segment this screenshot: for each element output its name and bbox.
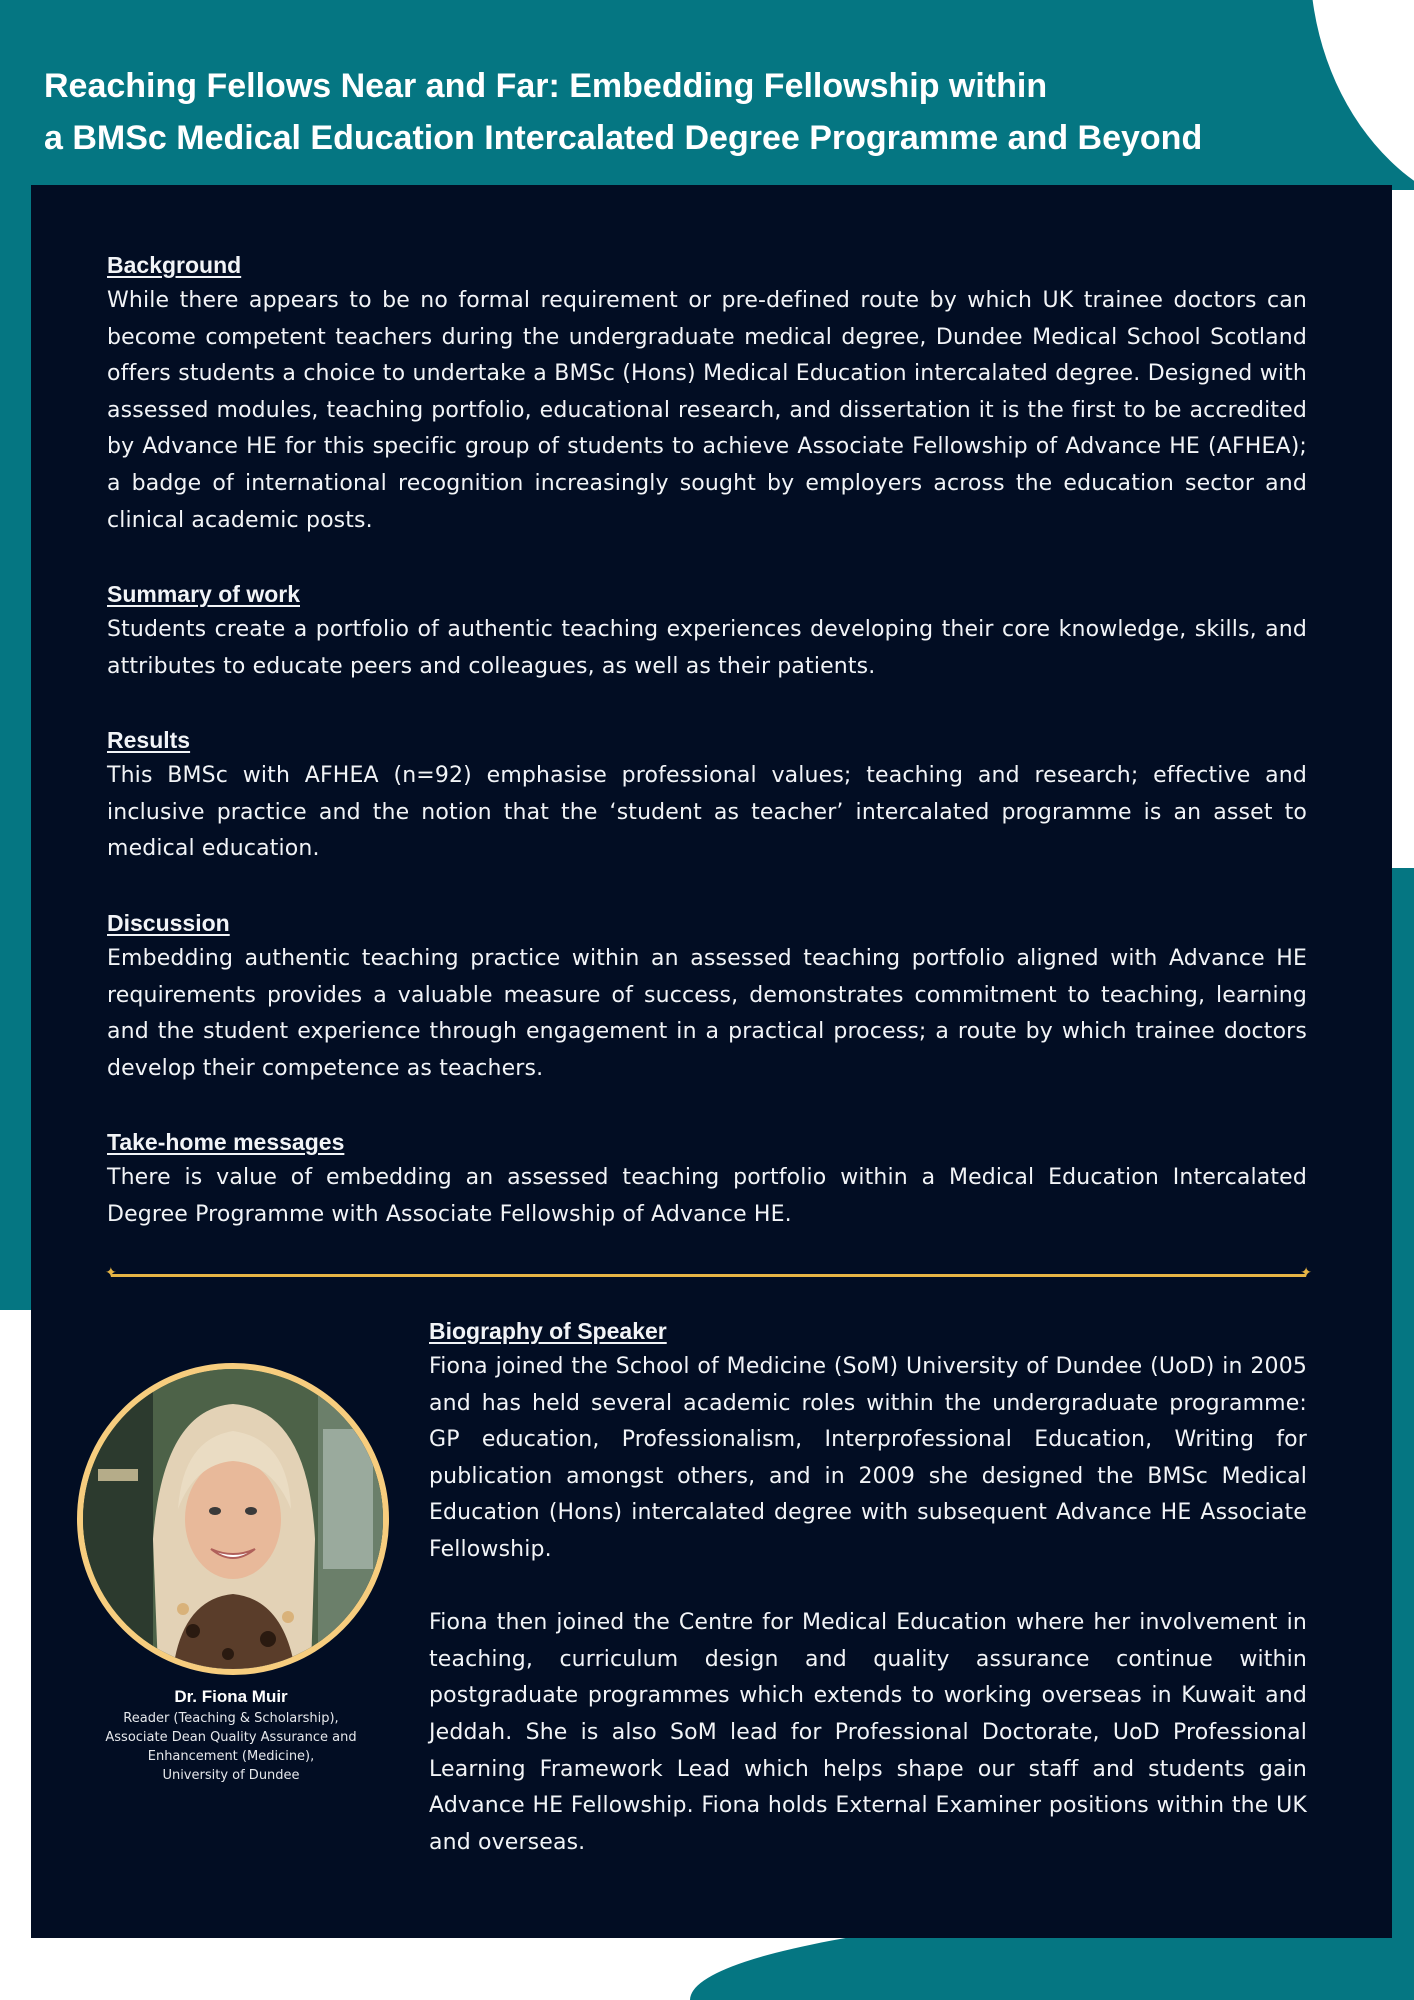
biography-paragraph-1: Fiona joined the School of Medicine (SoM) University of Dundee (UoD) in 2005 and has held several academic roles within the undergraduate programme: GP education, Professionalism, Interprofessional Education, Writing for publication amongst others, and in 2009 she designed the BMSc Medical Education (Hons) intercalated degree with subsequent Advance HE Associate Fellowship.: [429, 1354, 1307, 1562]
speaker-role-4: University of Dundee: [162, 1768, 300, 1783]
speaker-role-3: Enhancement (Medicine),: [147, 1749, 315, 1764]
discussion-section: [107, 905, 1307, 1087]
background-section: [107, 247, 1307, 539]
speaker-photo: [77, 1363, 389, 1675]
gold-divider: [111, 1274, 1306, 1277]
takehome-section: [107, 1124, 1307, 1233]
biography-heading: Biography of Speaker: [429, 1318, 667, 1344]
results-section: [107, 722, 1307, 868]
results-text: This BMSc with AFHEA (n=92) emphasise professional values; teaching and research; effective and inclusive practice and the notion that the ‘student as teacher’ intercalated programme is an asset to medical education.: [107, 763, 1307, 862]
page-title: [44, 60, 1364, 164]
title-line-1: Reaching Fellows Near and Far: Embedding Fellowship within: [44, 67, 1048, 105]
background-heading: Background: [107, 252, 242, 278]
discussion-heading: Discussion: [107, 910, 230, 936]
speaker-caption: [61, 1685, 401, 1785]
takehome-heading: Take-home messages: [107, 1129, 345, 1155]
speaker-role-2: Associate Dean Quality Assurance and: [105, 1730, 357, 1745]
summary-heading: Summary of work: [107, 581, 300, 607]
results-heading: Results: [107, 727, 191, 753]
content-panel: [31, 185, 1392, 1938]
takehome-text: There is value of embedding an assessed teaching portfolio within a Medical Education Intercalated Degree Programme with Associate Fellowship of Advance HE.: [107, 1165, 1307, 1227]
speaker-portrait-illustration: [83, 1369, 383, 1669]
title-line-2: a BMSc Medical Education Intercalated Degree Programme and Beyond: [44, 119, 1203, 157]
background-text: While there appears to be no formal requirement or pre-defined route by which UK trainee doctors can become competent teachers during the undergraduate medical degree, Dundee Medical School Scotland offers students a choice to undertake a BMSc (Hons) Medical Education intercalated degree. Designed with assessed modules, teaching portfolio, educational research, and dissertation it is the first to be accredited by Advance HE for this specific group of students to achieve Associate Fellowship of Advance HE (AFHEA); a badge of international recognition increasingly sought by employers across the education sector and clinical academic posts.: [107, 288, 1307, 533]
summary-text: Students create a portfolio of authentic teaching experiences developing their core knowledge, skills, and attributes to educate peers and colleagues, as well as their patients.: [107, 617, 1307, 679]
speaker-role-1: Reader (Teaching & Scholarship),: [123, 1711, 339, 1726]
biography-section: [429, 1313, 1307, 1861]
discussion-text: Embedding authentic teaching practice within an assessed teaching portfolio aligned with Advance HE requirements provides a valuable measure of success, demonstrates commitment to teaching, learning and the student experience through engagement in a practical process; a route by which trainee doctors develop their competence as teachers.: [107, 946, 1307, 1081]
speaker-name: Dr. Fiona Muir: [174, 1687, 288, 1706]
biography-paragraph-2: Fiona then joined the Centre for Medical Education where her involvement in teaching, curriculum design and quality assurance continue within postgraduate programmes which extends to working overseas in Kuwait and Jeddah. She is also SoM lead for Professional Doctorate, UoD Professional Learning Framework Lead which helps shape our staff and students gain Advance HE Fellowship. Fiona holds External Examiner positions within the UK and overseas.: [429, 1610, 1307, 1855]
summary-section: [107, 576, 1307, 685]
